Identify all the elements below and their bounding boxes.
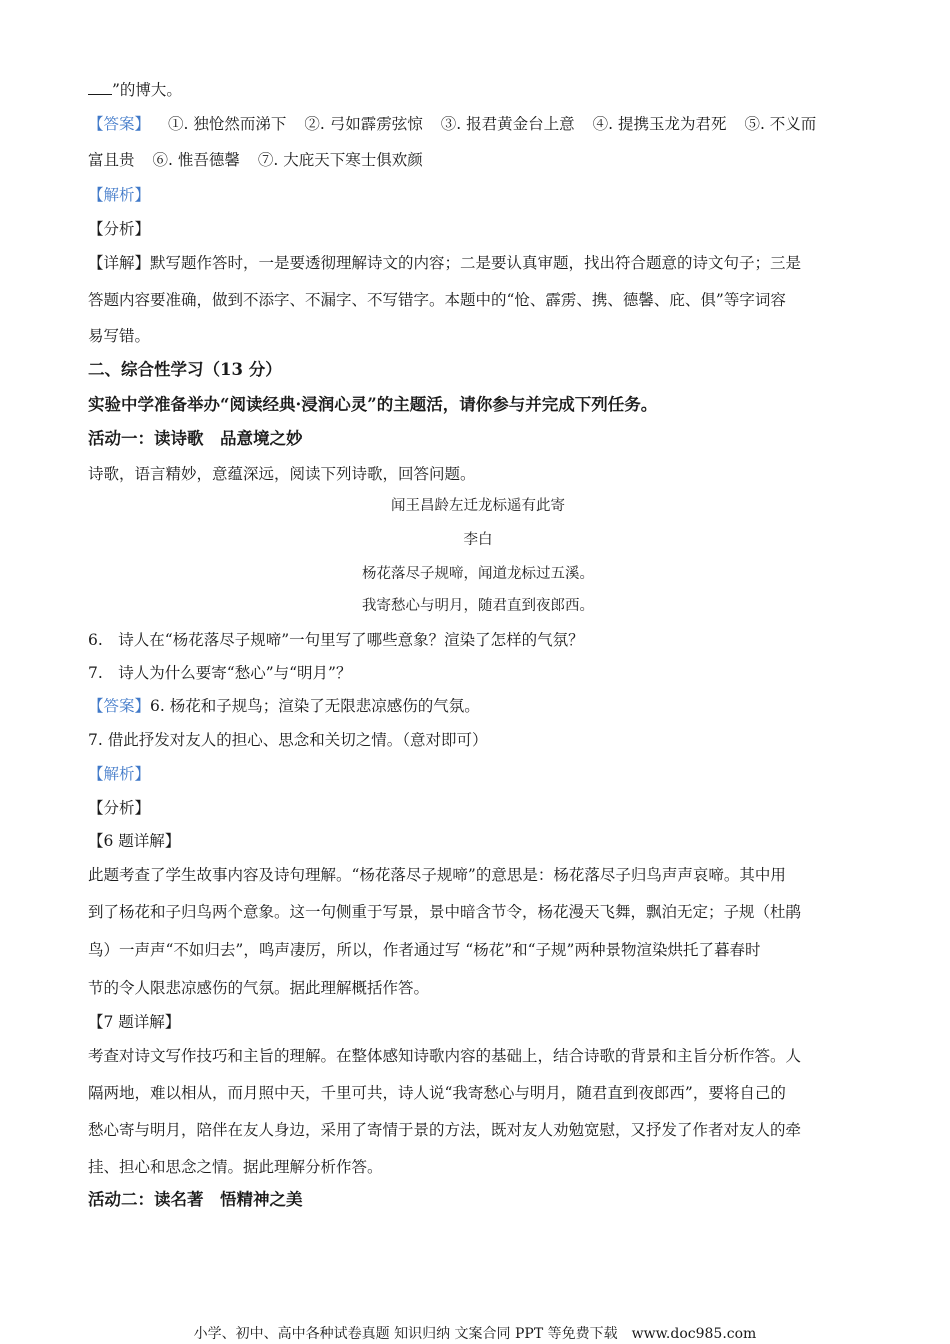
poem-line-2: 我寄愁心与明月，随君直到夜郎西。 [362,598,594,614]
answer-tag: 【答案】 [88,697,151,715]
question-7: 7. 诗人为什么要寄“愁心”与“明月”？ [88,664,352,682]
activity-1-heading: 活动一：读诗歌 品意境之妙 [88,429,303,448]
jiexi-tag-2: 【解析】 [88,765,151,783]
poem-line-1: 杨花落尽子规啼，闻道龙标过五溪。 [362,566,594,582]
section-heading: 二、综合性学习（13 分） [88,360,282,379]
activity-1-desc: 诗歌，语言精妙，意蕴深远，阅读下列诗歌，回答问题。 [88,465,476,483]
q7-detail-line: 考查对诗文写作技巧和主旨的理解。在整体感知诗歌内容的基础上，结合诗歌的背景和主旨分析作答。人 [88,1047,802,1065]
prev-answer-line-2: 富且贵 ⑥. 惟吾德馨 ⑦. 大庇天下寒士俱欢颜 [88,151,423,169]
fill-blank [88,80,112,95]
poem-author: 李白 [463,532,493,548]
fenxi-tag-2: 【分析】 [88,799,151,817]
detail-line-3: 易写错。 [88,327,151,345]
answer-7: 7. 借此抒发对友人的担心、思念和关切之情。（意对即可） [88,731,488,749]
q6-detail-line: 鸟）一声声“不如归去”，鸣声凄厉，所以，作者通过写 “杨花”和“子规”两种景物渲染烘托了暮春时 [88,941,761,959]
detail-paragraph: 【详解】默写题作答时，一是要透彻理解诗文的内容；二是要认真审题，找出符合题意的诗文句子；三是 [88,254,802,272]
activity-2-heading: 活动二：读名著 悟精神之美 [88,1190,303,1209]
prev-continuation: ”的博大。 [88,80,182,100]
q7-detail-tag: 【7 题详解】 [88,1013,181,1031]
q6-detail-tag: 【6 题详解】 [88,832,181,850]
answer-6: 【答案】6. 杨花和子规鸟；渲染了无限悲凉感伤的气氛。 [88,697,480,715]
page-footer: 小学、初中、高中各种试卷真题 知识归纳 文案合同 PPT 等免费下载 www.doc985.com [193,1326,757,1342]
answer-tag: 【答案】 [88,115,151,133]
prev-answer-line-1: 【答案】 ①. 独怆然而涕下 ②. 弓如霹雳弦惊 ③. 报君黄金台上意 ④. 提携玉龙为君死 ⑤. 不义而 [88,115,817,133]
q7-detail-line: 挂、担心和思念之情。据此理解分析作答。 [88,1158,383,1176]
question-6: 6. 诗人在“杨花落尽子规啼”一句里写了哪些意象？渲染了怎样的气氛？ [88,631,584,649]
fenxi-tag: 【分析】 [88,220,151,238]
section-intro: 实验中学准备举办“阅读经典·浸润心灵”的主题活，请你参与并完成下列任务。 [88,395,658,414]
poem-title: 闻王昌龄左迁龙标遥有此寄 [391,498,565,514]
jiexi-tag: 【解析】 [88,186,151,204]
q7-detail-line: 隔两地，难以相从，而月照中天，千里可共，诗人说“我寄愁心与明月，随君直到夜郎西”，要将自己的 [88,1084,786,1102]
q6-detail-line: 到了杨花和子归鸟两个意象。这一句侧重于写景，景中暗含节令，杨花漫天飞舞，飘泊无定；子规（杜鹃 [88,903,802,921]
q6-detail-line: 节的令人限悲凉感伤的气氛。据此理解概括作答。 [88,979,430,997]
q6-detail-line: 此题考查了学生故事内容及诗句理解。“杨花落尽子规啼”的意思是：杨花落尽子归鸟声声哀啼。其中用 [88,866,786,884]
detail-line-2: 答题内容要准确，做到不添字、不漏字、不写错字。本题中的“怆、霹雳、携、德馨、庇、俱”等字词容 [88,291,786,309]
q7-detail-line: 愁心寄与明月，陪伴在友人身边，采用了寄情于景的方法，既对友人劝勉宽慰，又抒发了作者对友人的牵 [88,1121,802,1139]
